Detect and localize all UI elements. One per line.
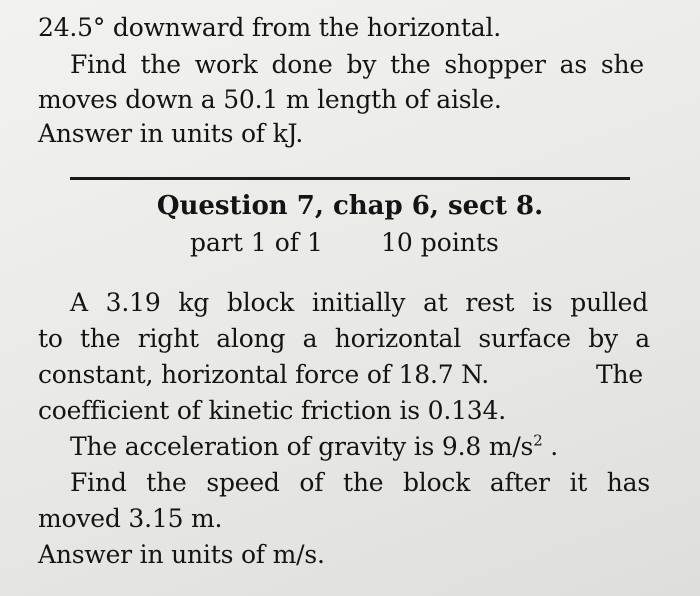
gravity-period: . [542,432,559,461]
question-body-line-3b: The [596,360,643,389]
prev-question-line-2: Find the work done by the shopper as she [70,50,644,79]
section-divider [70,177,630,180]
prev-question-line-3: moves down a 50.1 m length of aisle. [38,85,502,114]
question-answer-units: Answer in units of m/s. [38,540,325,569]
question-gravity-line [70,432,558,462]
question-body-line-3a: constant, horizontal force of 18.7 N. [38,360,489,389]
gravity-text: The acceleration of gravity is 9.8 m/s [70,432,534,461]
question-body-line-6: Find the speed of the block after it has [70,468,650,497]
question-points: 10 points [381,228,499,257]
prev-question-answer-units: Answer in units of kJ. [38,119,304,148]
question-body-line-1: A 3.19 kg block initially at rest is pulled [70,288,648,317]
question-body-line-2: to the right along a horizontal surface by a [38,324,650,353]
question-part: part 1 of 1 [190,228,323,257]
question-title: Question 7, chap 6, sect 8. [156,191,544,221]
question-body-line-7: moved 3.15 m. [38,504,223,533]
prev-question-line-1: 24.5° downward from the horizontal. [38,13,501,42]
gravity-exponent: 2 [533,431,543,450]
question-body-line-4: coefficient of kinetic friction is 0.134. [38,396,506,425]
